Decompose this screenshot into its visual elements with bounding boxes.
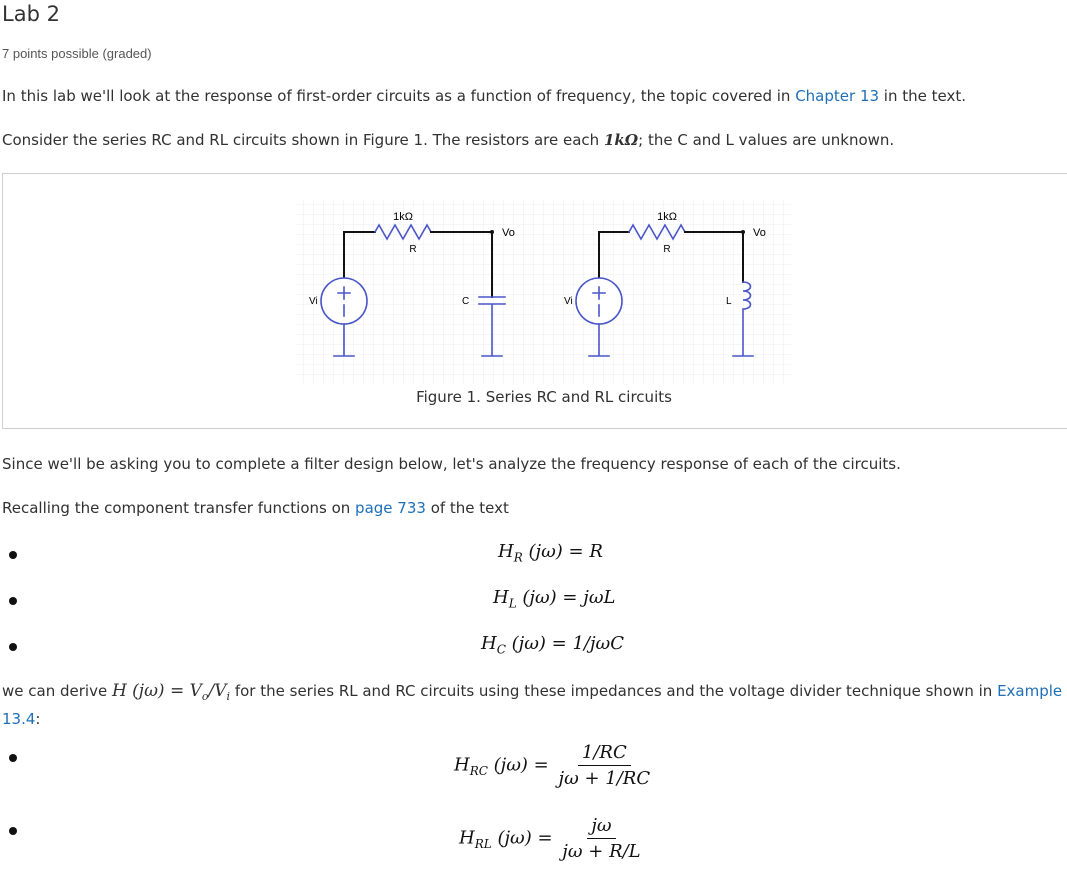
hr-rhs: R [589, 541, 603, 562]
chapter-13-link[interactable]: Chapter 13 [795, 87, 880, 105]
figure-box [2, 173, 1067, 429]
hrc-denominator: jω + 1/RC [558, 768, 651, 789]
page-title: Lab 2 [2, 2, 60, 26]
hrc-arg: (jω) = [487, 754, 555, 776]
intro-paragraph [2, 87, 966, 105]
derive-colon: : [35, 710, 41, 728]
consider-paragraph [2, 131, 894, 149]
rc-r-label: R [409, 244, 417, 255]
hrc-sub: RC [469, 764, 488, 779]
hrc-fraction [554, 742, 654, 789]
consider-text-end: ; the C and L values are unknown. [638, 131, 895, 149]
rc-vo-label: Vo [502, 227, 515, 239]
derive-sub-o: o [201, 690, 209, 703]
hl-lhs: H [493, 587, 509, 608]
circuit-diagram [3, 174, 1067, 428]
rc-c-label: C [462, 296, 470, 307]
derive-slash: /V [208, 681, 227, 701]
equation-hc [481, 633, 624, 657]
recalling-text-end: of the text [425, 499, 509, 517]
hc-arg: (jω) = [505, 633, 573, 654]
bullet-hc [9, 643, 17, 651]
hc-lhs: H [481, 633, 497, 654]
hr-lhs: H [498, 541, 514, 562]
hl-sub: L [508, 596, 517, 611]
hr-sub: R [513, 550, 523, 565]
hr-arg: (jω) = [522, 541, 590, 562]
grid-background [295, 199, 793, 384]
rc-vi-label: Vi [309, 296, 318, 307]
hrl-fraction [558, 815, 644, 862]
equation-hl [493, 587, 615, 611]
bullet-hl [9, 597, 17, 605]
equation-hrl [459, 815, 645, 862]
equation-hr [498, 541, 603, 565]
rc-source [321, 278, 367, 324]
example-link[interactable]: Example [997, 682, 1063, 700]
derive-paragraph [2, 680, 1064, 730]
rl-source [576, 278, 622, 324]
since-paragraph: Since we'll be asking you to complete a filter design below, let's analyze the frequency response of each of the circuits. [2, 455, 901, 473]
derive-sub-i: i [226, 690, 231, 703]
intro-text: In this lab we'll look at the response of first-order circuits as a function of frequency, the topic covered in [2, 87, 796, 105]
equation-hrc [454, 742, 654, 789]
hrc-lhs: H [454, 754, 470, 776]
hrl-sub: RL [474, 837, 492, 852]
hrl-lhs: H [459, 827, 475, 849]
rc-r-value: 1kΩ [393, 211, 413, 223]
rl-r-value: 1kΩ [657, 211, 677, 223]
example-13-4-link[interactable]: 13.4 [2, 710, 36, 728]
hc-rhs: 1/jωC [572, 633, 625, 654]
bullet-hrc [9, 754, 17, 762]
rl-r-label: R [663, 244, 671, 255]
hl-arg: (jω) = [516, 587, 584, 608]
hrl-arg: (jω) = [491, 827, 559, 849]
hc-sub: C [496, 642, 506, 657]
points-possible: 7 points possible (graded) [2, 46, 152, 61]
derive-math: H (jω) = V [111, 681, 202, 701]
intro-text-end: in the text. [879, 87, 966, 105]
derive-text: we can derive [2, 682, 112, 700]
rl-l-label: L [726, 296, 732, 307]
resistance-math: 1kΩ [603, 131, 639, 149]
page-733-link[interactable]: page 733 [355, 499, 426, 517]
bullet-hr [9, 551, 17, 559]
hl-rhs: jωL [583, 587, 616, 608]
hrc-numerator: 1/RC [578, 742, 631, 766]
figure-caption: Figure 1. Series RC and RL circuits [416, 388, 672, 406]
rl-vo-label: Vo [753, 227, 766, 239]
consider-text: Consider the series RC and RL circuits shown in Figure 1. The resistors are each [2, 131, 604, 149]
derive-text-end: for the series RL and RC circuits using these impedances and the voltage divider technique shown in [230, 682, 998, 700]
hrl-numerator: jω [587, 815, 615, 839]
recalling-text: Recalling the component transfer functions on [2, 499, 356, 517]
rl-vi-label: Vi [564, 296, 573, 307]
bullet-hrl [9, 827, 17, 835]
hrl-denominator: jω + R/L [562, 841, 641, 862]
recalling-paragraph [2, 499, 509, 517]
